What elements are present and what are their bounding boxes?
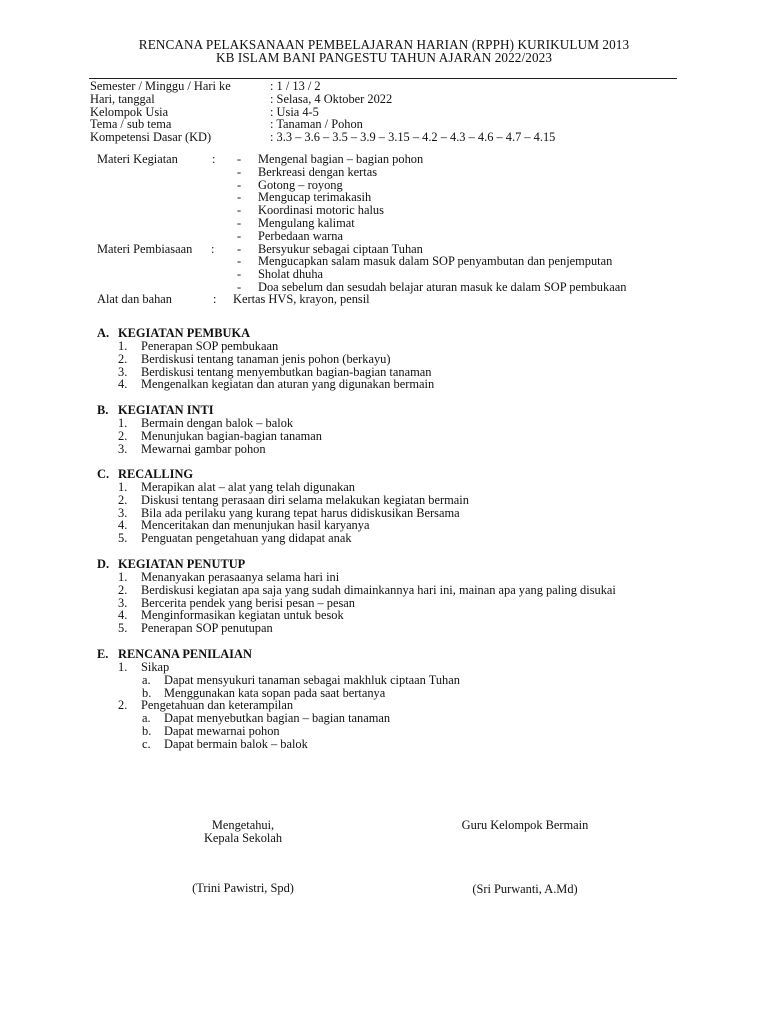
item-text: Merapikan alat – alat yang telah digunakan (141, 480, 355, 494)
list-item: Perbedaan warna (258, 228, 343, 243)
item-text: Menanyakan perasaanya selama hari ini (141, 570, 340, 584)
item-text: Mengenalkan kegiatan dan aturan yang digunakan bermain (141, 377, 435, 392)
sub-text: Dapat bermain balok – balok (164, 736, 308, 751)
section-kegiatan-penutup (97, 558, 717, 635)
materi-pembiasaan-label: Materi Pembiasaan (97, 241, 193, 256)
item-number: 1. (118, 570, 128, 584)
signature-left-heading: Mengetahui, (211, 818, 275, 832)
signature-right-role: Guru Kelompok Bermain (461, 818, 589, 832)
sub-letter: a. (142, 711, 151, 726)
list-item: Mengucapkan salam masuk dalam SOP penyambutan dan penjemputan (258, 254, 613, 269)
info-label: Kompetensi Dasar (KD) (90, 130, 212, 145)
document-title: RENCANA PELAKSANAAN PEMBELAJARAN HARIAN (RPPH) KURIKULUM 2013 (138, 37, 630, 52)
info-value: : Tanaman / Pohon (270, 118, 363, 131)
document-subtitle: KB ISLAM BANI PANGESTU TAHUN AJARAN 2022/2023 (215, 50, 553, 65)
section-title: KEGIATAN PENUTUP (118, 557, 246, 571)
section-letter: D. (97, 557, 110, 571)
info-value: : 3.3 – 3.6 – 3.5 – 3.9 – 3.15 – 4.2 – 4.3 – 4.6 – 4.7 – 4.15 (270, 131, 555, 144)
list-item: Berkreasi dengan kertas (258, 164, 378, 179)
item-text: Bercerita pendek yang berisi pesan – pesan (141, 595, 355, 610)
list-item (97, 584, 717, 597)
list-item (97, 494, 717, 507)
item-number: 2. (118, 428, 128, 443)
list-item: Mengucap terimakasih (258, 190, 372, 205)
sub-text: Dapat mensyukuri tanaman sebagai makhluk ciptaan Tuhan (164, 672, 460, 687)
list-item (97, 532, 717, 545)
section-kegiatan-pembuka (97, 327, 717, 391)
item-text: Berdiskusi tentang menyembutkan bagian-bagian tanaman (141, 364, 432, 379)
dash-bullet: - (237, 203, 242, 218)
item-number: 1. (118, 480, 128, 494)
list-item (97, 443, 717, 456)
dash-bullet: - (237, 254, 242, 269)
colon: : (212, 152, 216, 166)
item-number: 1. (118, 660, 128, 674)
assessment-group (97, 661, 717, 674)
item-text: Pengetahuan dan keterampilan (141, 698, 294, 713)
section-heading (97, 648, 717, 661)
info-value: : Usia 4-5 (270, 106, 319, 119)
section-letter: E. (97, 647, 109, 661)
alat-value: Kertas HVS, krayon, pensil (233, 292, 370, 306)
section-title: RECALLING (118, 467, 194, 481)
materi-kegiatan-label: Materi Kegiatan (97, 152, 178, 166)
item-number: 1. (118, 339, 128, 353)
sub-letter: c. (142, 736, 151, 751)
list-item: Sholat dhuha (258, 267, 324, 282)
item-text: Berdiskusi tentang tanaman jenis pohon (berkayu) (141, 351, 391, 366)
item-text: Penguatan pengetahuan yang didapat anak (141, 531, 352, 546)
info-value: : Selasa, 4 Oktober 2022 (270, 93, 392, 106)
dash-bullet: - (237, 215, 242, 230)
signature-left-role: Kepala Sekolah (203, 831, 283, 845)
item-text: Menginformasikan kegiatan untuk besok (141, 608, 344, 623)
item-text: Sikap (141, 660, 170, 674)
info-label: Kelompok Usia (90, 104, 169, 119)
item-text: Penerapan SOP pembukaan (141, 339, 279, 353)
item-number: 3. (118, 364, 128, 379)
sub-letter: a. (142, 672, 151, 687)
dash-bullet: - (237, 228, 242, 243)
item-text: Bermain dengan balok – balok (141, 416, 294, 430)
section-title: KEGIATAN PEMBUKA (118, 326, 251, 340)
dash-bullet: - (237, 177, 242, 192)
list-item (97, 430, 717, 443)
info-label: Tema / sub tema (90, 117, 172, 132)
list-item: Bersyukur sebagai ciptaan Tuhan (258, 241, 423, 256)
item-number: 3. (118, 595, 128, 610)
item-number: 3. (118, 505, 128, 520)
section-title: KEGIATAN INTI (118, 403, 214, 417)
list-item (97, 340, 717, 353)
info-value: : 1 / 13 / 2 (270, 80, 321, 93)
dash-bullet: - (237, 241, 242, 256)
item-text: Menunjukan bagian-bagian tanaman (141, 428, 322, 443)
list-item: Koordinasi motoric halus (258, 203, 384, 218)
dash-bullet: - (237, 279, 242, 294)
item-text: Penerapan SOP penutupan (141, 621, 273, 636)
list-item: Gotong – royong (258, 177, 343, 192)
dash-bullet: - (237, 190, 242, 205)
list-item (97, 571, 717, 584)
colon: : (213, 292, 217, 306)
assessment-sub-item (97, 738, 717, 751)
item-text: Diskusi tentang perasaan diri selama melakukan kegiatan bermain (141, 492, 469, 507)
sub-text: Dapat menyebutkan bagian – bagian tanaman (164, 711, 391, 726)
item-text: Bila ada perilaku yang kurang tepat harus didiskusikan Bersama (141, 505, 460, 520)
list-item (97, 378, 717, 391)
item-number: 3. (118, 441, 128, 456)
colon: : (211, 241, 215, 256)
sub-letter: b. (142, 723, 152, 738)
list-item (97, 481, 717, 494)
item-number: 5. (118, 531, 128, 546)
info-label: Semester / Minggu / Hari ke (90, 79, 231, 93)
item-text: Menceritakan dan menunjukan hasil karyanya (141, 518, 370, 533)
item-number: 4. (118, 608, 128, 623)
section-rencana-penilaian (97, 648, 717, 751)
alat-label: Alat dan bahan (97, 292, 173, 306)
item-number: 2. (118, 582, 128, 597)
list-item (97, 417, 717, 430)
item-text: Berdiskusi kegiatan apa saja yang sudah dimainkannya hari ini, mainan apa yang paling disukai (141, 582, 616, 597)
sub-text: Menggunakan kata sopan pada saat bertanya (164, 685, 386, 700)
dash-bullet: - (237, 164, 242, 179)
dash-bullet: - (237, 267, 242, 282)
item-number: 4. (118, 377, 128, 392)
signature-right-name: (Sri Purwanti, A.Md) (472, 882, 578, 896)
sub-letter: b. (142, 685, 152, 700)
item-number: 1. (118, 416, 128, 430)
section-kegiatan-inti (97, 404, 717, 455)
item-text: Mewarnai gambar pohon (141, 441, 266, 456)
section-letter: C. (97, 467, 110, 481)
assessment-sub-item (97, 725, 717, 738)
item-number: 2. (118, 351, 128, 366)
list-item: Mengulang kalimat (258, 215, 355, 230)
item-number: 2. (118, 698, 128, 713)
section-letter: A. (97, 326, 110, 340)
list-item (97, 622, 717, 635)
item-number: 2. (118, 492, 128, 507)
item-number: 4. (118, 518, 128, 533)
list-item: Doa sebelum dan sesudah belajar aturan masuk ke dalam SOP pembukaan (258, 279, 627, 294)
dash-bullet: - (237, 152, 242, 166)
info-label: Hari, tanggal (90, 91, 155, 106)
section-title: RENCANA PENILAIAN (118, 647, 252, 661)
sub-text: Dapat mewarnai pohon (164, 723, 280, 738)
item-number: 5. (118, 621, 128, 636)
signature-left-name: (Trini Pawistri, Spd) (192, 881, 294, 895)
section-letter: B. (97, 403, 109, 417)
section-recalling (97, 468, 717, 545)
list-item (97, 353, 717, 366)
list-item: Mengenal bagian – bagian pohon (258, 152, 424, 166)
assessment-sub-item (97, 674, 717, 687)
